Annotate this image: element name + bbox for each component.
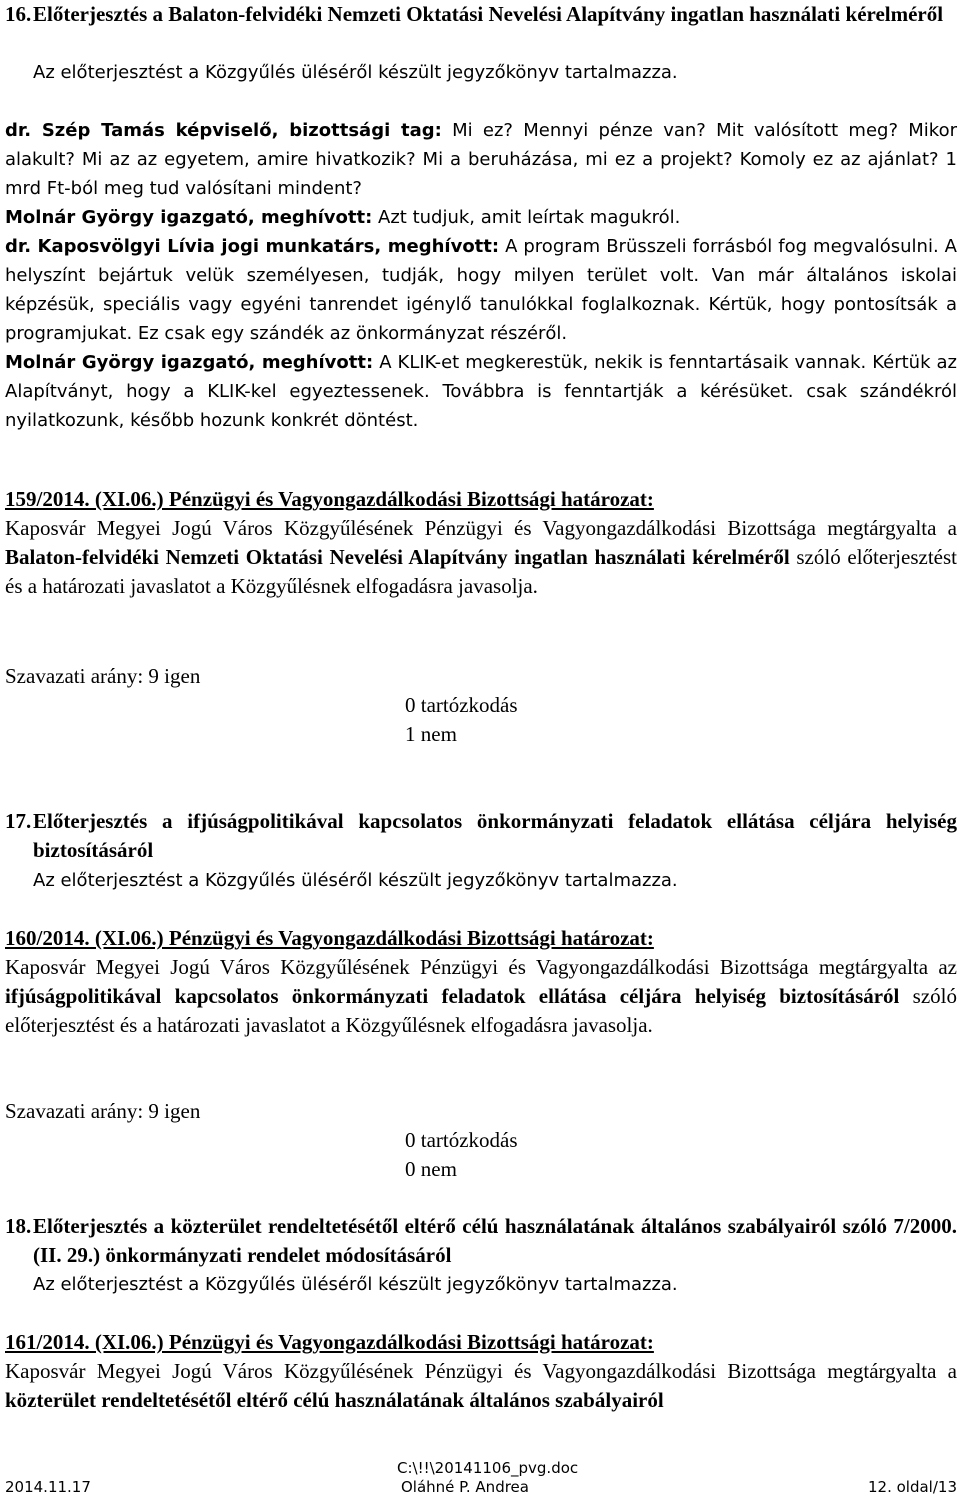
- statement: A program Brüsszeli forrásból fog megvalósulni. A helyszínt bejártuk velük személyesen, tudják, hogy milyen terület volt. Van már általános iskolai képzésük, speciális vagy egyéni tanrendet igénylő tanulókkal foglalkoznak. Kértük, hogy pontosítsák a programjukat. Ez csak egy szándék az önkormányzat részéről.: [5, 236, 957, 344]
- resolution-pre: Kaposvár Megyei Jogú Város Közgyűlésének Pénzügyi és Vagyongazdálkodási Bizottsága megtárgyalta az: [5, 955, 957, 979]
- resolution-text: [5, 514, 957, 601]
- footer-page-number: 12. oldal/13: [868, 1478, 957, 1496]
- footer-author: Oláhné P. Andrea: [401, 1478, 529, 1496]
- discussion-entry: [5, 348, 957, 435]
- vote-abstain: 0 tartózkodás: [405, 693, 518, 717]
- agenda-note: Az előterjesztést a Közgyűlés üléséről készült jegyzőkönyv tartalmazza.: [33, 62, 678, 83]
- statement: A KLIK-et megkerestük, nekik is fenntartásaik vannak. Kértük az Alapítványt, hogy a KLIK-kel egyeztessenek. Továbbra is fenntartják a kérésüket. csak szándékról nyilatkozunk, később hozunk konkrét döntést.: [5, 352, 957, 431]
- resolution-pre: Kaposvár Megyei Jogú Város Közgyűlésének Pénzügyi és Vagyongazdálkodási Bizottsága megtárgyalta a: [5, 516, 957, 540]
- document-page: [5, 0, 957, 1496]
- resolution-subject: Balaton-felvidéki Nemzeti Oktatási Nevelési Alapítvány ingatlan használati kérelméről: [5, 545, 790, 569]
- statement: Mi ez? Mennyi pénze van? Mit valósított meg? Mikor alakult? Mi az az egyetem, amire hivatkozik? Mi a beruházása, mi ez a projekt? Komoly ez az ajánlat? 1 mrd Ft-ból meg tud valósítani mindent?: [5, 120, 957, 199]
- speaker: dr. Kaposvölgyi Lívia jogi munkatárs, meghívott:: [5, 236, 500, 257]
- vote-no: 0 nem: [405, 1157, 457, 1181]
- agenda-item-18-header: [5, 1212, 957, 1272]
- vote-no: 1 nem: [405, 722, 457, 746]
- resolution-post: szóló előterjesztést és a határozati javaslatot a Közgyűlésnek elfogadásra javasolja.: [5, 545, 957, 598]
- discussion-16: [5, 116, 957, 435]
- footer-file-path: C:\!!\20141106_pvg.doc: [397, 1459, 579, 1477]
- resolution-subject: ifjúságpolitikával kapcsolatos önkormányzati feladatok ellátása céljára helyiség biztosításáról: [5, 984, 900, 1008]
- speaker: Molnár György igazgató, meghívott:: [5, 207, 373, 228]
- speaker: dr. Szép Tamás képviselő, bizottsági tag:: [5, 120, 442, 141]
- agenda-title: Előterjesztés a Balaton-felvidéki Nemzeti Oktatási Nevelési Alapítvány ingatlan használati kérelméről: [33, 2, 944, 26]
- resolution-pre: Kaposvár Megyei Jogú Város Közgyűlésének Pénzügyi és Vagyongazdálkodási Bizottsága megtárgyalta a: [5, 1359, 957, 1383]
- speaker: Molnár György igazgató, meghívott:: [5, 352, 374, 373]
- vote-abstain: 0 tartózkodás: [405, 1128, 518, 1152]
- agenda-title: Előterjesztés a közterület rendeltetésétől eltérő célú használatának általános szabályairól szóló 7/2000. (II. 29.) önkormányzati rendelet módosításáról: [33, 1214, 957, 1267]
- discussion-entry: [5, 116, 957, 203]
- resolution-subject: közterület rendeltetésétől eltérő célú használatának általános szabályairól: [5, 1388, 664, 1412]
- resolution-heading: 160/2014. (XI.06.) Pénzügyi és Vagyongazdálkodási Bizottsági határozat:: [5, 926, 654, 950]
- footer-date: 2014.11.17: [5, 1478, 91, 1496]
- vote-yes: Szavazati arány: 9 igen: [5, 664, 201, 688]
- agenda-number: 17.: [5, 809, 32, 833]
- agenda-item-17-header: [5, 807, 957, 867]
- resolution-post: szóló előterjesztést és a határozati javaslatot a Közgyűlésnek elfogadásra javasolja.: [5, 984, 957, 1037]
- agenda-title: Előterjesztés a ifjúságpolitikával kapcsolatos önkormányzati feladatok ellátása céljára helyiség biztosításáról: [33, 809, 957, 862]
- agenda-number: 18.: [5, 1214, 32, 1238]
- resolution-heading: 159/2014. (XI.06.) Pénzügyi és Vagyongazdálkodási Bizottsági határozat:: [5, 487, 654, 511]
- resolution-text: [5, 1357, 957, 1415]
- resolution-text: [5, 953, 957, 1040]
- agenda-number: 16.: [5, 2, 32, 26]
- statement: Azt tudjuk, amit leírtak magukról.: [372, 207, 681, 228]
- agenda-note: Az előterjesztést a Közgyűlés üléséről készült jegyzőkönyv tartalmazza.: [33, 870, 678, 891]
- resolution-heading: 161/2014. (XI.06.) Pénzügyi és Vagyongazdálkodási Bizottsági határozat:: [5, 1330, 654, 1354]
- page-footer: [5, 1459, 957, 1496]
- discussion-entry: [5, 203, 957, 232]
- discussion-entry: [5, 232, 957, 348]
- agenda-note: Az előterjesztést a Közgyűlés üléséről készült jegyzőkönyv tartalmazza.: [33, 1274, 678, 1295]
- vote-yes: Szavazati arány: 9 igen: [5, 1099, 201, 1123]
